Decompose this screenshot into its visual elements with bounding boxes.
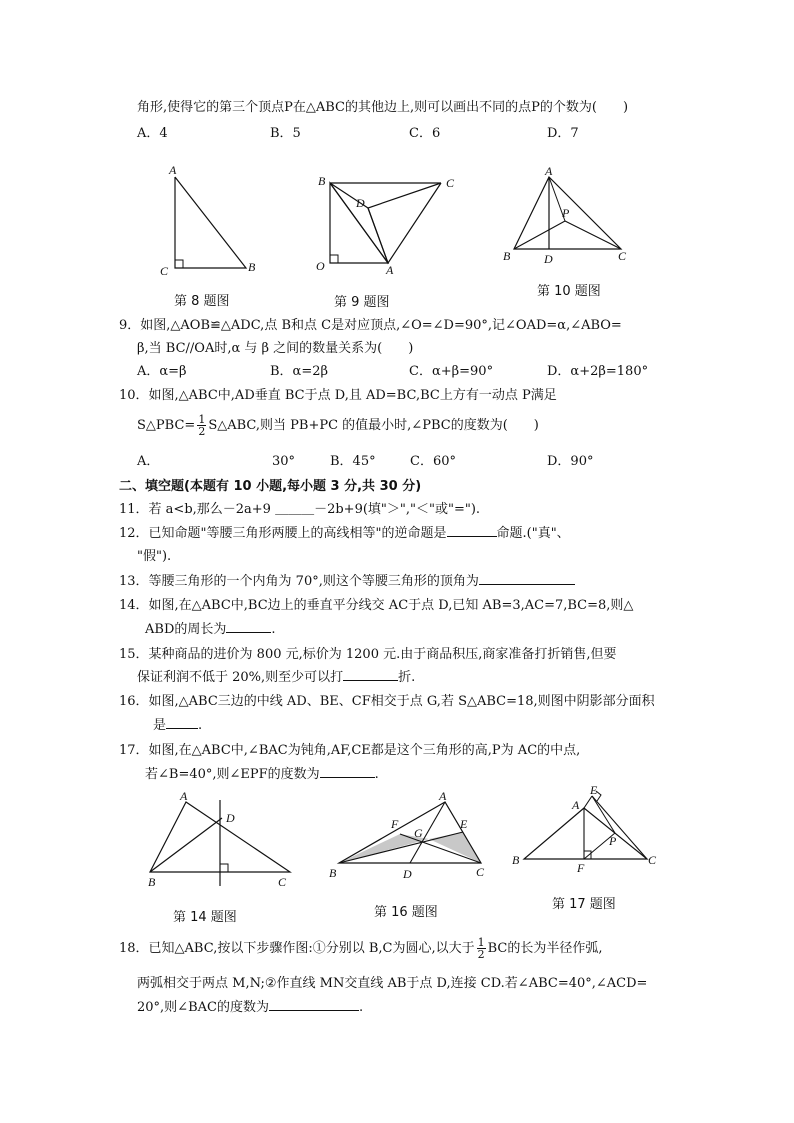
fig10-label-c: C: [618, 249, 627, 263]
q9-option-c: C．α+β=90°: [409, 364, 494, 379]
fig8-caption: 第 8 题图: [174, 294, 230, 309]
q10-s-abc: S△ABC: [208, 418, 256, 433]
q18-line1: [119, 937, 603, 961]
q13: [119, 572, 575, 592]
figure-8: [150, 160, 270, 280]
q10-eq: =: [184, 418, 196, 433]
q16-blank: [166, 728, 198, 729]
figure-14: [140, 790, 300, 900]
q8-tail: 角形,使得它的第三个顶点P在△ABC的其他边上,则可以画出不同的点P的个数为( ): [137, 100, 629, 115]
q9-option-a: A．α=β: [137, 364, 187, 379]
fig16-label-b: B: [329, 866, 337, 880]
fig9-label-o: O: [316, 259, 325, 273]
fig16-label-c: C: [476, 865, 485, 879]
fig9-label-d: D: [356, 196, 365, 210]
fig16-label-g: G: [414, 826, 423, 840]
q14-blank: [226, 632, 271, 633]
q10-line1: 10．如图,△ABC中,AD垂直 BC于点 D,且 AD=BC,BC上方有一动点 P满足: [119, 388, 557, 403]
q15-line2: [137, 668, 415, 688]
q10-option-a-label: A．: [137, 454, 160, 469]
q15-blank: [343, 680, 398, 681]
fig17-label-p: P: [609, 834, 617, 848]
fig10-caption: 第 10 题图: [537, 284, 601, 299]
q8-option-a: A．4: [137, 126, 168, 141]
q8-option-c: C．6: [409, 126, 441, 141]
q10-line2-tail: ,则当 PB+PC 的值最小时,∠PBC的度数为( ): [255, 418, 539, 433]
fig14-label-c: C: [278, 875, 287, 889]
q12-text-b: 命题.("真"、: [496, 526, 570, 541]
figure-9: [310, 170, 470, 280]
q10-option-d: D．90°: [547, 454, 594, 469]
q18-line3: 20°,则∠BAC的度数为 .: [137, 1000, 364, 1015]
fig14-label-b: B: [148, 875, 156, 889]
q10-s-pbc: S△PBC: [137, 418, 185, 433]
q14-line2: ABD的周长为 .: [145, 622, 276, 637]
q17-line2: 若∠B=40°,则∠EPF的度数为 .: [145, 767, 379, 782]
figure-16: [325, 790, 495, 890]
q15-line1: 15．某种商品的进价为 800 元,标价为 1200 元.由于商品积压,商家准备打折销售,但要: [119, 647, 617, 662]
fig8-label-c: C: [160, 264, 169, 278]
fig16-label-e: E: [460, 817, 468, 831]
fig17-caption: 第 17 题图: [552, 897, 616, 912]
q9-option-d: D．α+2β=180°: [547, 364, 649, 379]
section-2-heading: 二、填空题(本题有 10 小题,每小题 3 分,共 30 分): [119, 479, 422, 494]
q13-blank: [479, 584, 575, 585]
fig10-label-p: P: [562, 206, 570, 220]
q12-blank: [447, 536, 497, 537]
q18-line2: 两弧相交于两点 M,N;②作直线 MN交直线 AB于点 D,连接 CD.若∠ABC=40°,∠ACD=: [137, 976, 648, 991]
q18-fraction: [477, 937, 486, 960]
fig8-label-a: A: [169, 163, 177, 177]
fig10-label-d: D: [544, 252, 553, 266]
q18-blank: [269, 1010, 359, 1011]
q10-option-a-value: 30°: [272, 454, 296, 469]
q16-line2: 是 .: [153, 718, 203, 733]
fig16-caption: 第 16 题图: [374, 905, 438, 920]
q9-line1: 9．如图,△AOB≌△ADC,点 B和点 C是对应顶点,∠O=∠D=90°,记∠OAD=α,∠ABO=: [119, 318, 622, 333]
fig16-label-d: D: [403, 867, 412, 881]
q10-frac-num: 1: [198, 413, 206, 426]
q17-text: 若∠B=40°,则∠EPF的度数为: [145, 767, 320, 782]
q18-frac-num: 1: [477, 936, 485, 949]
q10-line2: [137, 414, 539, 438]
fig9-label-a: A: [386, 263, 394, 277]
fig10-label-b: B: [503, 249, 511, 263]
q14-line1: 14．如图,在△ABC中,BC边上的垂直平分线交 AC于点 D,已知 AB=3,AC=7,BC=8,则△: [119, 598, 634, 613]
q8-option-b: B．5: [270, 126, 301, 141]
figure-10: [500, 165, 640, 270]
q15-text-a: 保证利润不低于 20%,则至少可以打: [137, 670, 344, 685]
fig9-caption: 第 9 题图: [334, 295, 390, 310]
q17-blank: [320, 777, 375, 778]
q12-text-a: 12．已知命题"等腰三角形两腰上的高线相等"的逆命题是: [119, 526, 447, 541]
fig17-label-e: E: [590, 783, 598, 797]
q10-option-c: C．60°: [410, 454, 456, 469]
q18-text-b: BC的长为半径作弧,: [487, 941, 603, 956]
fig16-label-a: A: [439, 789, 447, 803]
fig14-label-a: A: [180, 789, 188, 803]
figure-17: [505, 785, 665, 885]
q10-frac-den: 2: [198, 425, 206, 438]
q13-text: 13．等腰三角形的一个内角为 70°,则这个等腰三角形的顶角为: [119, 574, 479, 589]
q18-text-c: 20°,则∠BAC的度数为: [137, 1000, 269, 1015]
fig17-label-c: C: [648, 853, 657, 867]
fig8-label-b: B: [248, 260, 256, 274]
q17-line1: 17．如图,在△ABC中,∠BAC为钝角,AF,CE都是这个三角形的高,P为 AC的中点,: [119, 743, 581, 758]
q11: 11．若 a<b,那么－2a+9 ＿＿＿－2b+9(填"＞","＜"或"=").: [119, 502, 481, 517]
q10-fraction: [197, 414, 206, 437]
q12-line2: "假").: [137, 549, 172, 564]
q18-frac-den: 2: [477, 948, 485, 961]
q16-text: 是: [153, 718, 167, 733]
q12-line1: [119, 524, 570, 544]
fig9-label-c: C: [446, 176, 455, 190]
fig14-label-d: D: [226, 811, 235, 825]
q9-line2: β,当 BC//OA时,α 与 β 之间的数量关系为( ): [137, 341, 414, 356]
q10-option-b: B．45°: [330, 454, 376, 469]
fig10-label-a: A: [545, 164, 553, 178]
q15-text-b: 折.: [398, 670, 416, 685]
q16-line1: 16．如图,△ABC三边的中线 AD、BE、CF相交于点 G,若 S△ABC=18,则图中阴影部分面积: [119, 694, 655, 709]
fig17-label-f: F: [577, 861, 585, 875]
fig17-label-b: B: [512, 853, 520, 867]
fig17-label-a: A: [572, 798, 580, 812]
q14-text: ABD的周长为: [145, 622, 227, 637]
fig16-label-f: F: [391, 817, 399, 831]
q9-option-b: B．α=2β: [270, 364, 329, 379]
q18-text-a: 18．已知△ABC,按以下步骤作图:①分别以 B,C为圆心,以大于: [119, 941, 475, 956]
fig14-caption: 第 14 题图: [173, 910, 237, 925]
fig9-label-b: B: [318, 174, 326, 188]
q8-option-d: D．7: [547, 126, 579, 141]
